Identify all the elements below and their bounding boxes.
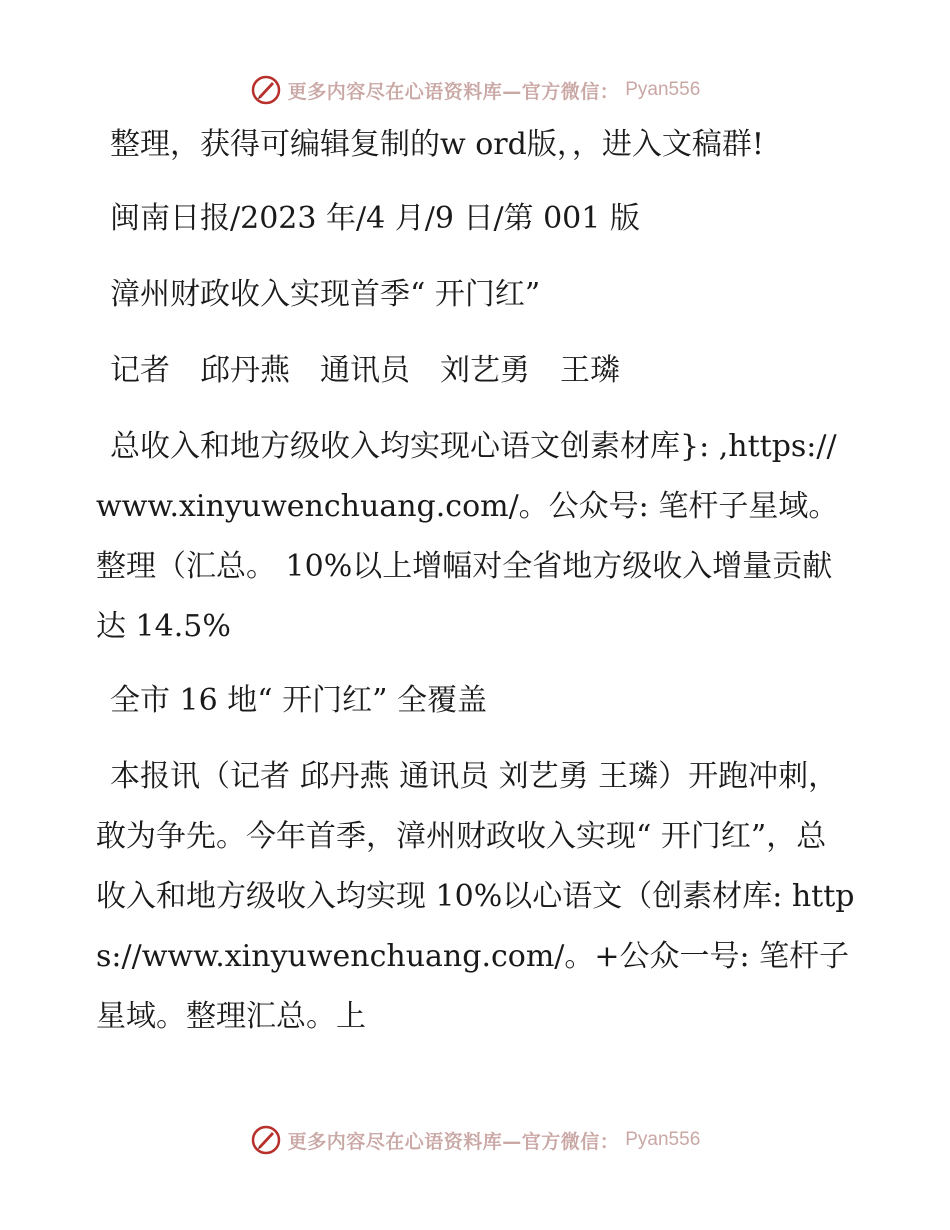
quill-seal-icon <box>250 74 282 106</box>
watermark-text: 更多内容尽在心语资料库—官方微信： <box>287 1130 620 1153</box>
paragraph-headline: 漳州财政收入实现首季“ 开门红” <box>110 277 541 312</box>
paragraph-intro: 整理，获得可编辑复制的w ord版，，进入文稿群! <box>110 127 764 162</box>
paragraph-byline: 记者 邱丹燕 通讯员 刘艺勇 王璘 <box>110 353 620 388</box>
quill-seal-icon <box>250 1124 282 1156</box>
paragraph-body: 本报讯（记者 邱丹燕 通讯员 刘艺勇 王璘）开跑冲刺，敢为争先。今年首季，漳州财政收入实现“ 开门红”，总收入和地方级收入均实现 10%以心语文（创素材库: https://www.xinyuwenchuang.com/。+公众一号: 笔杆子星域。整理汇总。上 <box>96 759 855 1034</box>
watermark-text: 更多内容尽在心语资料库—官方微信： <box>287 80 620 103</box>
header-watermark <box>0 70 950 110</box>
paragraph-subtitle: 全市 16 地“ 开门红” 全覆盖 <box>110 683 487 718</box>
document-body <box>96 115 856 1061</box>
watermark-wechat-id: Pyan556 <box>625 79 701 100</box>
footer-watermark <box>0 1120 950 1160</box>
paragraph-source: 闽南日报/2023 年/4 月/9 日/第 001 版 <box>110 201 640 236</box>
watermark-wechat-id: Pyan556 <box>625 1129 701 1150</box>
paragraph-subheadline: 总收入和地方级收入均实现心语文创素材库}: ,https://www.xinyuwenchuang.com/。公众号: 笔杆子星域。整理（汇总。 10%以上增幅对全省地方级收入增量贡献达 14.5% <box>96 429 839 644</box>
